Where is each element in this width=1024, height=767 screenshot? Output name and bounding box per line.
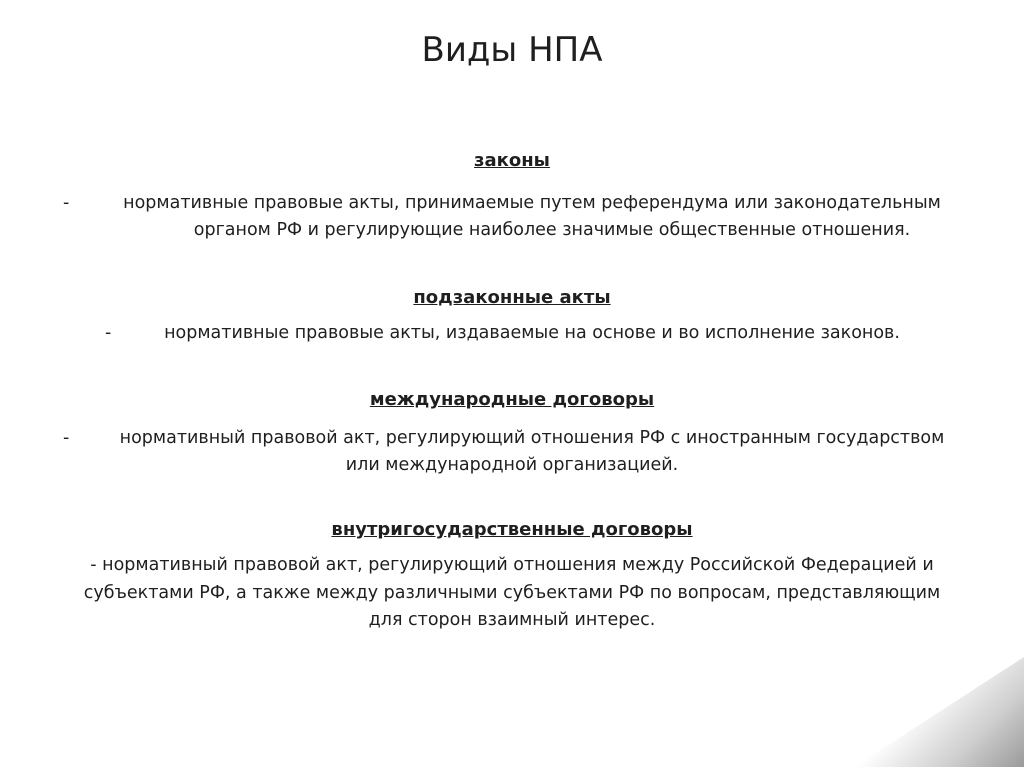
slide-title: Виды НПА xyxy=(421,30,603,70)
bullet-dash: - xyxy=(63,193,70,213)
bullet-dash: - xyxy=(63,428,70,448)
section-text-line: - нормативный правовой акт, регулирующий отношения между Российской Федерацией и xyxy=(90,555,934,575)
section-text-line: нормативные правовые акты, издаваемые на основе и во исполнение законов. xyxy=(164,323,900,343)
section-text-line: субъектами РФ, а также между различными субъектами РФ по вопросам, представляющим xyxy=(83,583,941,603)
section-text-line: нормативный правовой акт, регулирующий отношения РФ с иностранным государством xyxy=(119,428,945,448)
section-heading-bylaws: подзаконные акты xyxy=(413,287,611,308)
section-text-line: нормативные правовые акты, принимаемые путем референдума или законодательным xyxy=(123,193,941,213)
section-text-line: для сторон взаимный интерес. xyxy=(368,610,656,630)
section-text-line: органом РФ и регулирующие наиболее значимые общественные отношения. xyxy=(193,220,911,240)
section-text-line: или международной организацией. xyxy=(345,455,679,475)
page-curl-decoration xyxy=(854,657,1024,767)
section-heading-international-treaties: международные договоры xyxy=(369,389,655,410)
bullet-dash: - xyxy=(105,323,112,343)
section-heading-laws: законы xyxy=(474,150,550,171)
section-heading-domestic-treaties: внутригосударственные договоры xyxy=(331,519,693,540)
